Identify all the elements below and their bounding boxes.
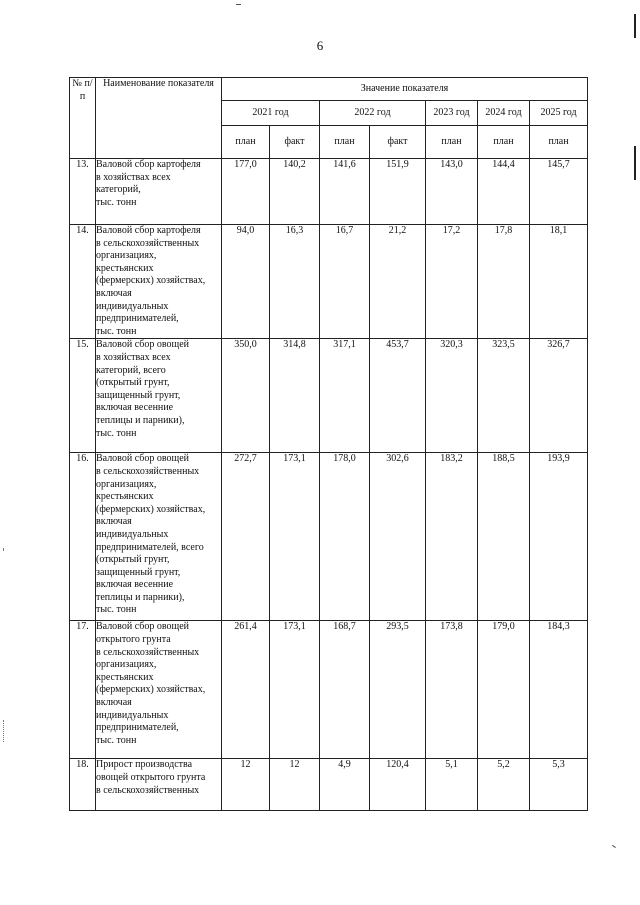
row-indicator-name xyxy=(96,453,222,621)
indicator-name-line: Валовой сбор овощей xyxy=(96,621,189,633)
row-indicator-name xyxy=(96,759,222,811)
value-cell: 141,6 xyxy=(320,159,370,225)
indicator-name-line: в сельскохозяйственных xyxy=(96,237,200,249)
indicator-name-line: Валовой сбор овощей xyxy=(96,453,189,465)
value-cell: 16,3 xyxy=(270,225,320,339)
indicator-name-line: в хозяйствах всех xyxy=(96,171,171,183)
value-cell: 173,1 xyxy=(270,621,320,759)
indicator-name-line: в сельскохозяйственных xyxy=(96,784,200,796)
table-row xyxy=(70,339,588,453)
indicator-name-line: включая весенние xyxy=(96,402,174,414)
indicator-name-line: в сельскохозяйственных xyxy=(96,646,200,658)
row-number: 15. xyxy=(70,339,96,453)
value-cell: 188,5 xyxy=(478,453,530,621)
indicator-name-line: тыс. тонн xyxy=(96,604,137,616)
scan-mark-top xyxy=(236,4,241,5)
value-cell: 168,7 xyxy=(320,621,370,759)
value-cell: 5,2 xyxy=(478,759,530,811)
indicator-name-line: теплицы и парники), xyxy=(96,414,185,426)
value-cell: 173,8 xyxy=(426,621,478,759)
indicator-name-line: Валовой сбор картофеля xyxy=(96,159,201,170)
value-cell: 12 xyxy=(222,759,270,811)
indicator-name-line: защищенный грунт, xyxy=(96,566,181,578)
value-cell: 317,1 xyxy=(320,339,370,453)
indicator-name-line: (фермерских) хозяйствах, xyxy=(96,503,206,515)
indicator-name-line: в сельскохозяйственных xyxy=(96,465,200,477)
indicator-name-line: в хозяйствах всех xyxy=(96,351,171,363)
indicator-name-line: включая весенние xyxy=(96,579,174,591)
indicator-name-line: (открытый грунт, xyxy=(96,554,170,566)
value-cell: 177,0 xyxy=(222,159,270,225)
scan-margin-mark xyxy=(3,720,5,742)
table-row xyxy=(70,225,588,339)
value-cell: 12 xyxy=(270,759,320,811)
indicator-name-line: тыс. тонн xyxy=(96,325,137,337)
indicator-name-line: индивидуальных xyxy=(96,300,169,312)
header-sub: факт xyxy=(370,126,426,159)
header-sub: план xyxy=(530,126,588,159)
value-cell: 183,2 xyxy=(426,453,478,621)
indicator-name-line: открытого грунта xyxy=(96,633,171,645)
value-cell: 17,2 xyxy=(426,225,478,339)
scan-margin-mark xyxy=(3,548,4,551)
row-number: 14. xyxy=(70,225,96,339)
scan-edge-mark xyxy=(634,14,636,38)
indicator-name-line: (фермерских) хозяйствах, xyxy=(96,275,206,287)
indicator-name-line: Прирост производства xyxy=(96,759,193,771)
value-cell: 140,2 xyxy=(270,159,320,225)
indicator-name-line: (фермерских) хозяйствах, xyxy=(96,684,206,696)
header-sub: план xyxy=(320,126,370,159)
table-row xyxy=(70,453,588,621)
indicator-name-line: Валовой сбор картофеля xyxy=(96,225,201,236)
indicator-name-line: предпринимателей, всего xyxy=(96,541,204,553)
value-cell: 320,3 xyxy=(426,339,478,453)
value-cell: 179,0 xyxy=(478,621,530,759)
row-number: 13. xyxy=(70,159,96,225)
header-year: 2023 год xyxy=(426,101,478,126)
value-cell: 453,7 xyxy=(370,339,426,453)
indicator-name-line: включая xyxy=(96,287,132,299)
header-year: 2022 год xyxy=(320,101,426,126)
value-cell: 193,9 xyxy=(530,453,588,621)
row-indicator-name xyxy=(96,339,222,453)
header-sub: план xyxy=(222,126,270,159)
value-cell: 261,4 xyxy=(222,621,270,759)
table-row xyxy=(70,159,588,225)
indicator-name-line: организациях, xyxy=(96,250,157,262)
value-cell: 144,4 xyxy=(478,159,530,225)
indicator-name-line: предпринимателей, xyxy=(96,313,179,325)
indicator-name-line: организациях, xyxy=(96,478,157,490)
header-year: 2025 год xyxy=(530,101,588,126)
value-cell: 350,0 xyxy=(222,339,270,453)
header-num: № п/п xyxy=(70,78,96,159)
value-cell: 323,5 xyxy=(478,339,530,453)
indicator-name-line: теплицы и парники), xyxy=(96,591,185,603)
value-cell: 18,1 xyxy=(530,225,588,339)
indicator-name-line: организациях, xyxy=(96,659,157,671)
indicator-name-line: крестьянских xyxy=(96,491,154,503)
header-sub: план xyxy=(426,126,478,159)
header-name: Наименование показателя xyxy=(96,78,222,159)
row-number: 18. xyxy=(70,759,96,811)
indicator-name-line: Валовой сбор овощей xyxy=(96,339,189,351)
scan-edge-mark xyxy=(634,146,636,180)
indicator-name-line: защищенный грунт, xyxy=(96,389,181,401)
indicator-table xyxy=(69,77,588,811)
value-cell: 151,9 xyxy=(370,159,426,225)
value-cell: 21,2 xyxy=(370,225,426,339)
indicator-name-line: овощей открытого грунта xyxy=(96,771,206,783)
value-cell: 5,3 xyxy=(530,759,588,811)
table-row xyxy=(70,759,588,811)
value-cell: 302,6 xyxy=(370,453,426,621)
indicator-name-line: тыс. тонн xyxy=(96,196,137,208)
indicator-name-line: (открытый грунт, xyxy=(96,377,170,389)
value-cell: 178,0 xyxy=(320,453,370,621)
value-cell: 5,1 xyxy=(426,759,478,811)
value-cell: 120,4 xyxy=(370,759,426,811)
value-cell: 314,8 xyxy=(270,339,320,453)
scan-corner-mark xyxy=(612,845,616,848)
value-cell: 94,0 xyxy=(222,225,270,339)
indicator-name-line: включая xyxy=(96,696,132,708)
table-row xyxy=(70,621,588,759)
value-cell: 184,3 xyxy=(530,621,588,759)
value-cell: 4,9 xyxy=(320,759,370,811)
header-sub: факт xyxy=(270,126,320,159)
value-cell: 173,1 xyxy=(270,453,320,621)
value-cell: 326,7 xyxy=(530,339,588,453)
value-cell: 143,0 xyxy=(426,159,478,225)
header-year: 2024 год xyxy=(478,101,530,126)
value-cell: 17,8 xyxy=(478,225,530,339)
row-indicator-name xyxy=(96,225,222,339)
indicator-name-line: категорий, xyxy=(96,184,141,196)
header-group: Значение показателя xyxy=(222,78,588,101)
indicator-name-line: индивидуальных xyxy=(96,528,169,540)
row-number: 16. xyxy=(70,453,96,621)
row-number: 17. xyxy=(70,621,96,759)
indicator-name-line: индивидуальных xyxy=(96,709,169,721)
indicator-name-line: тыс. тонн xyxy=(96,734,137,746)
indicator-name-line: крестьянских xyxy=(96,671,154,683)
header-year: 2021 год xyxy=(222,101,320,126)
row-indicator-name xyxy=(96,159,222,225)
header-sub: план xyxy=(478,126,530,159)
value-cell: 272,7 xyxy=(222,453,270,621)
value-cell: 16,7 xyxy=(320,225,370,339)
row-indicator-name xyxy=(96,621,222,759)
indicator-name-line: тыс. тонн xyxy=(96,427,137,439)
page-number: 6 xyxy=(316,38,324,53)
indicator-name-line: категорий, всего xyxy=(96,364,166,376)
indicator-name-line: крестьянских xyxy=(96,262,154,274)
indicator-name-line: включая xyxy=(96,516,132,528)
value-cell: 293,5 xyxy=(370,621,426,759)
value-cell: 145,7 xyxy=(530,159,588,225)
indicator-name-line: предпринимателей, xyxy=(96,722,179,734)
